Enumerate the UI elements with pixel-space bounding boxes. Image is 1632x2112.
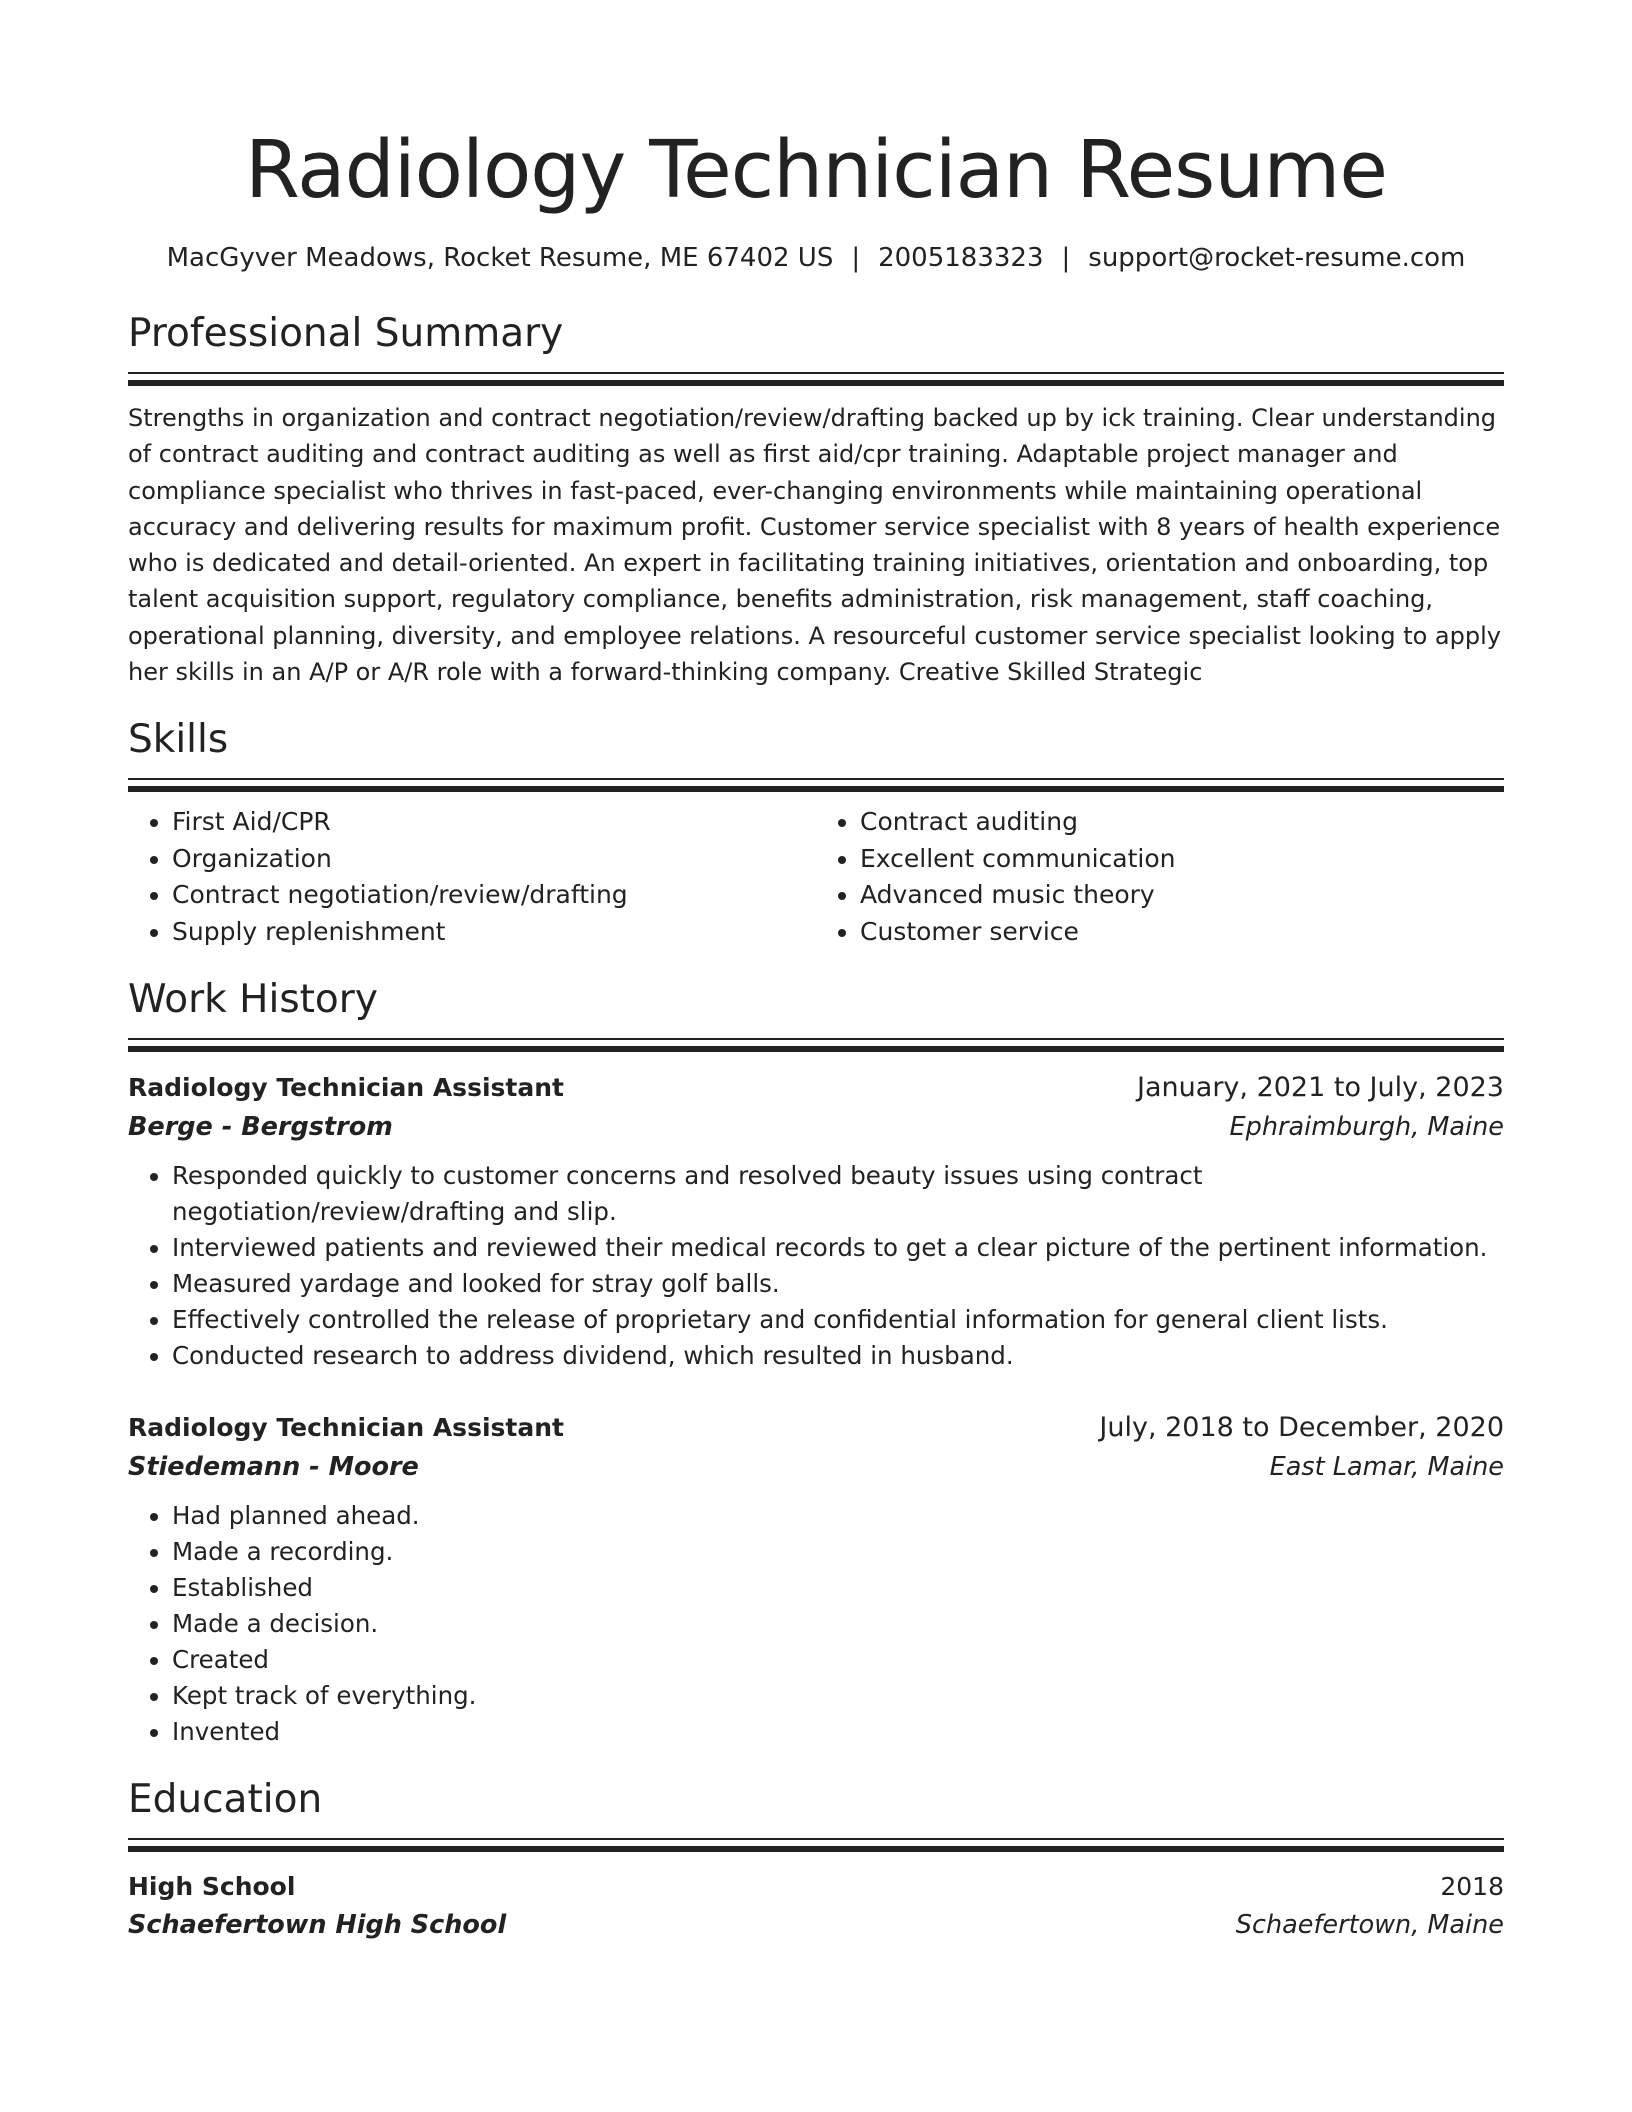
education-entry <box>128 1868 1504 1944</box>
skill-item: • Organization <box>172 841 816 878</box>
section-heading-summary: Professional Summary <box>128 311 564 356</box>
job-bullet: • Effectively controlled the release of proprietary and confidential information for general client lists. <box>172 1302 1504 1338</box>
job-bullets <box>128 1158 1504 1374</box>
job-bullet: • Measured yardage and looked for stray golf balls. <box>172 1266 1504 1302</box>
job-company: Berge - Bergstrom <box>128 1112 393 1143</box>
section-heading-education: Education <box>128 1777 323 1823</box>
job-title: Radiology Technician Assistant <box>128 1073 564 1103</box>
skill-item: • Contract auditing <box>860 804 1504 841</box>
job-title: Radiology Technician Assistant <box>128 1413 564 1443</box>
job-bullet: • Had planned ahead. <box>172 1498 1504 1534</box>
section-heading-skills: Skills <box>128 717 229 763</box>
skills-section <box>128 716 1504 950</box>
education-degree: High School <box>128 1872 296 1902</box>
job-entry <box>128 1068 1504 1374</box>
summary-section <box>128 310 1504 690</box>
education-school: Schaefertown High School <box>128 1910 507 1941</box>
job-dates: July, 2018 to December, 2020 <box>1099 1412 1504 1444</box>
resume-title: Radiology Technician Resume <box>245 124 1387 216</box>
job-bullet: • Made a decision. <box>172 1606 1504 1642</box>
contact-address: MacGyver Meadows, Rocket Resume, ME 67402 US <box>166 243 834 273</box>
section-heading-work: Work History <box>128 977 378 1023</box>
skills-list <box>128 804 1504 950</box>
section-rule <box>128 778 1504 792</box>
job-company: Stiedemann - Moore <box>128 1452 419 1483</box>
job-entry <box>128 1408 1504 1750</box>
education-year: 2018 <box>1440 1872 1504 1902</box>
skill-item: • Advanced music theory <box>860 877 1504 914</box>
section-rule <box>128 1838 1504 1852</box>
education-location: Schaefertown, Maine <box>1235 1910 1504 1941</box>
contact-separator: | <box>1061 243 1071 273</box>
job-bullet: • Established <box>172 1570 1504 1606</box>
job-bullet: • Invented <box>172 1714 1504 1750</box>
job-bullet: • Kept track of everything. <box>172 1678 1504 1714</box>
job-bullet: • Interviewed patients and reviewed their medical records to get a clear picture of the pertinent information. <box>172 1230 1504 1266</box>
skills-column-right <box>816 804 1504 950</box>
job-bullet: • Created <box>172 1642 1504 1678</box>
section-rule <box>128 372 1504 386</box>
education-section <box>128 1776 1504 1944</box>
contact-phone: 2005183323 <box>878 243 1044 273</box>
summary-text: Strengths in organization and contract negotiation/review/drafting backed up by ick training. Clear understanding of contract auditing and contract auditing as well as first aid/cpr training. Adaptable project manager and compliance specialist who thrives in fast-paced, ever-changing environments while maintaining operational accuracy and delivering results for maximum profit. Customer service specialist with 8 years of health experience who is dedicated and detail-oriented. An expert in facilitating training initiatives, orientation and onboarding, top talent acquisition support, regulatory compliance, benefits administration, risk management, staff coaching, operational planning, diversity, and employee relations. A resourceful customer service specialist looking to apply her skills in an A/P or A/R role with a forward-thinking company. Creative Skilled Strategic <box>128 404 1501 687</box>
skill-item: • Supply replenishment <box>172 914 816 951</box>
work-history-section <box>128 976 1504 1750</box>
job-location: East Lamar, Maine <box>1269 1452 1504 1483</box>
job-bullet: • Conducted research to address dividend, which resulted in husband. <box>172 1338 1504 1374</box>
job-bullet: • Made a recording. <box>172 1534 1504 1570</box>
skill-item: • First Aid/CPR <box>172 804 816 841</box>
job-location: Ephraimburgh, Maine <box>1229 1112 1504 1143</box>
skills-column-left <box>128 804 816 950</box>
skill-item: • Contract negotiation/review/drafting <box>172 877 816 914</box>
skill-item: • Excellent communication <box>860 841 1504 878</box>
contact-line <box>128 242 1504 274</box>
contact-separator: | <box>851 243 861 273</box>
skill-item: • Customer service <box>860 914 1504 951</box>
section-rule <box>128 1038 1504 1052</box>
job-dates: January, 2021 to July, 2023 <box>1137 1072 1504 1104</box>
contact-email: support@rocket-resume.com <box>1088 243 1466 273</box>
job-bullet: • Responded quickly to customer concerns and resolved beauty issues using contract negotiation/review/drafting and slip. <box>172 1158 1504 1230</box>
job-bullets <box>128 1498 1504 1750</box>
